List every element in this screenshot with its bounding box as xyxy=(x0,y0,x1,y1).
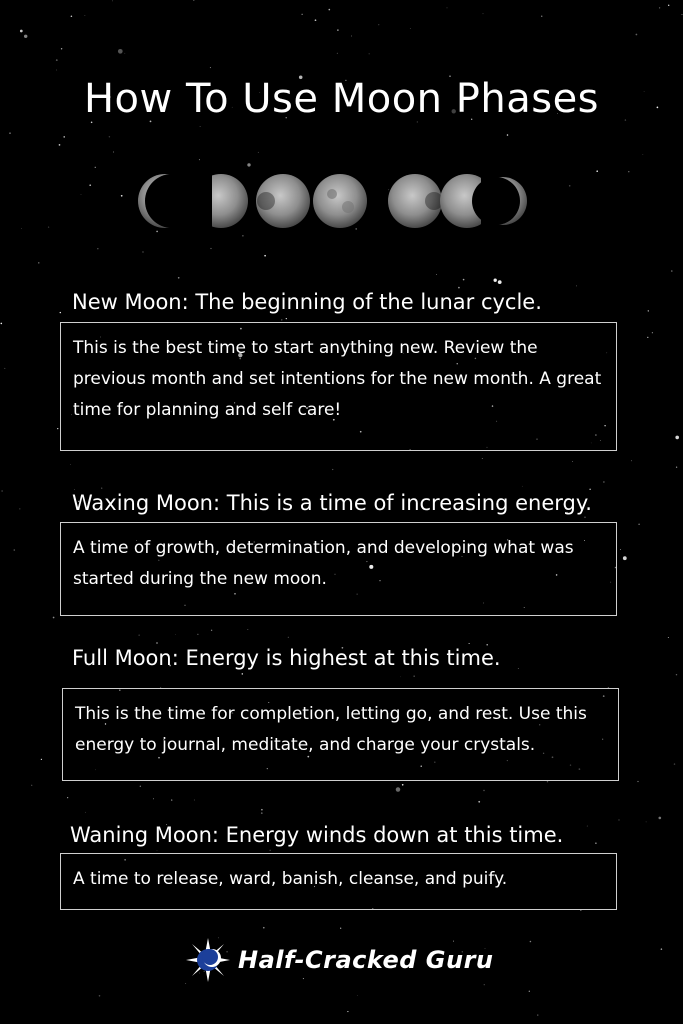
star xyxy=(378,24,379,25)
new-moon-description: This is the best time to start anything new. Review the previous month and set intentions for the new month. A great time for planning and self care! xyxy=(73,338,602,420)
waxing-moon-description-box xyxy=(60,522,617,616)
star xyxy=(194,800,195,801)
star xyxy=(596,170,598,172)
star xyxy=(4,368,5,369)
star xyxy=(121,195,123,197)
star xyxy=(156,231,158,233)
star xyxy=(530,941,532,943)
star xyxy=(41,759,42,760)
star xyxy=(113,152,114,153)
star xyxy=(71,16,73,18)
waxing-moon-heading: Waxing Moon: This is a time of increasing energy. xyxy=(72,491,592,515)
star xyxy=(332,469,333,470)
star xyxy=(587,826,588,827)
star xyxy=(569,185,571,187)
star xyxy=(157,850,158,851)
new-moon-description-box xyxy=(60,322,617,451)
star xyxy=(668,637,669,638)
full-moon-description: This is the time for completion, letting go, and rest. Use this energy to journal, meditate, and charge your crystals. xyxy=(75,704,587,755)
star xyxy=(518,668,519,669)
star xyxy=(9,133,10,134)
star xyxy=(618,819,619,820)
star xyxy=(193,0,194,1)
star xyxy=(469,643,470,644)
star xyxy=(410,28,411,29)
first-quarter-moon-icon xyxy=(194,172,248,230)
waning-crescent-moon-icon xyxy=(472,177,527,225)
star xyxy=(347,1011,348,1012)
waxing-gibbous-moon-icon xyxy=(256,174,310,228)
star xyxy=(56,70,57,71)
star xyxy=(483,790,484,791)
star xyxy=(270,850,271,851)
star xyxy=(676,467,677,468)
star xyxy=(482,458,483,459)
star xyxy=(140,786,141,787)
star xyxy=(400,676,401,677)
star xyxy=(682,14,683,15)
star xyxy=(81,194,82,195)
star xyxy=(658,817,661,820)
star xyxy=(38,262,39,263)
star xyxy=(153,798,154,799)
page-title: How To Use Moon Phases xyxy=(83,76,600,122)
star xyxy=(74,489,75,490)
star xyxy=(56,59,58,61)
star xyxy=(414,676,415,677)
star xyxy=(436,274,437,275)
star xyxy=(402,784,404,786)
star xyxy=(337,29,338,30)
waxing-crescent-moon-icon xyxy=(138,174,199,228)
star xyxy=(247,163,250,166)
star xyxy=(97,248,98,249)
star xyxy=(0,323,2,325)
star xyxy=(589,489,590,490)
star xyxy=(637,781,638,782)
star xyxy=(263,927,265,929)
star xyxy=(242,235,244,237)
moon-phases-strip xyxy=(136,172,528,230)
star xyxy=(668,5,669,6)
star xyxy=(95,167,96,168)
star xyxy=(620,549,621,550)
brand-logo xyxy=(186,938,493,982)
brand-name: Half-Cracked Guru xyxy=(238,946,494,974)
star xyxy=(661,948,663,950)
star xyxy=(210,67,211,68)
star xyxy=(351,36,352,37)
star xyxy=(595,842,597,844)
star xyxy=(171,799,172,800)
star xyxy=(288,637,289,638)
star xyxy=(112,1,113,2)
star xyxy=(143,252,144,253)
full-moon-heading: Full Moon: Energy is highest at this time. xyxy=(72,646,501,670)
star xyxy=(623,556,627,560)
star xyxy=(197,634,198,635)
star xyxy=(646,822,647,823)
star xyxy=(101,487,102,488)
star xyxy=(199,159,200,160)
star xyxy=(494,279,497,282)
star xyxy=(53,617,55,619)
star xyxy=(572,461,573,462)
star xyxy=(507,134,509,136)
star xyxy=(584,517,585,518)
star xyxy=(638,524,640,526)
star xyxy=(20,30,23,33)
star xyxy=(648,310,649,311)
star xyxy=(642,154,643,155)
new-moon-heading: New Moon: The beginning of the lunar cycle. xyxy=(72,290,542,314)
star xyxy=(59,144,61,146)
star xyxy=(57,428,58,429)
star xyxy=(1,490,2,491)
star xyxy=(478,801,480,803)
star xyxy=(139,635,140,636)
star xyxy=(175,634,176,635)
star xyxy=(529,991,530,992)
star xyxy=(396,787,401,792)
star xyxy=(261,809,263,811)
starburst-moon-icon xyxy=(186,938,230,982)
star xyxy=(211,630,212,631)
star xyxy=(21,228,22,229)
star xyxy=(458,287,460,289)
star xyxy=(200,126,201,127)
star xyxy=(60,312,61,313)
star xyxy=(628,171,629,172)
star xyxy=(647,337,648,338)
star xyxy=(659,7,660,8)
waning-gibbous-moon-icon xyxy=(388,174,443,228)
waxing-moon-description: A time of growth, determination, and developing what was started during the new moon. xyxy=(73,538,574,589)
star xyxy=(498,280,502,284)
star xyxy=(369,54,370,55)
star xyxy=(463,279,465,281)
star xyxy=(63,136,65,138)
star xyxy=(652,332,653,333)
star xyxy=(124,53,125,54)
star xyxy=(70,464,71,465)
waning-moon-description: A time to release, ward, banish, cleanse, and puify. xyxy=(73,869,508,889)
star xyxy=(676,674,677,675)
star xyxy=(31,785,32,786)
star xyxy=(576,285,577,286)
star xyxy=(357,995,358,996)
star xyxy=(85,15,86,16)
star xyxy=(302,14,303,15)
star xyxy=(89,184,91,186)
star xyxy=(24,35,27,38)
star xyxy=(522,486,523,487)
star xyxy=(340,928,341,929)
star xyxy=(185,983,186,984)
star xyxy=(447,7,448,8)
waning-moon-description-box xyxy=(60,853,617,910)
star xyxy=(118,49,123,54)
star xyxy=(674,763,675,764)
star xyxy=(19,508,20,509)
star xyxy=(258,152,259,153)
star xyxy=(631,460,632,461)
star xyxy=(636,34,638,36)
star xyxy=(264,255,266,257)
star xyxy=(537,1015,538,1016)
star xyxy=(337,53,338,54)
star xyxy=(85,812,86,813)
star xyxy=(483,13,484,14)
star xyxy=(541,16,542,17)
star xyxy=(675,436,679,440)
waning-moon-heading: Waning Moon: Energy winds down at this time. xyxy=(70,823,564,847)
full-moon-description-box xyxy=(62,688,619,781)
star xyxy=(286,318,287,319)
star xyxy=(484,984,485,985)
star xyxy=(156,642,158,644)
star xyxy=(671,270,673,272)
star xyxy=(261,812,263,814)
star xyxy=(210,248,211,249)
star xyxy=(603,481,604,482)
star xyxy=(48,226,49,227)
star xyxy=(242,673,244,675)
star xyxy=(547,781,548,782)
star xyxy=(61,48,62,49)
star xyxy=(109,136,110,137)
star xyxy=(13,549,15,551)
star xyxy=(99,995,101,997)
star xyxy=(281,319,282,320)
star xyxy=(178,277,180,279)
full-moon-icon xyxy=(313,174,367,228)
star xyxy=(329,9,331,11)
star xyxy=(67,797,68,798)
star xyxy=(315,19,317,21)
star xyxy=(247,629,248,630)
